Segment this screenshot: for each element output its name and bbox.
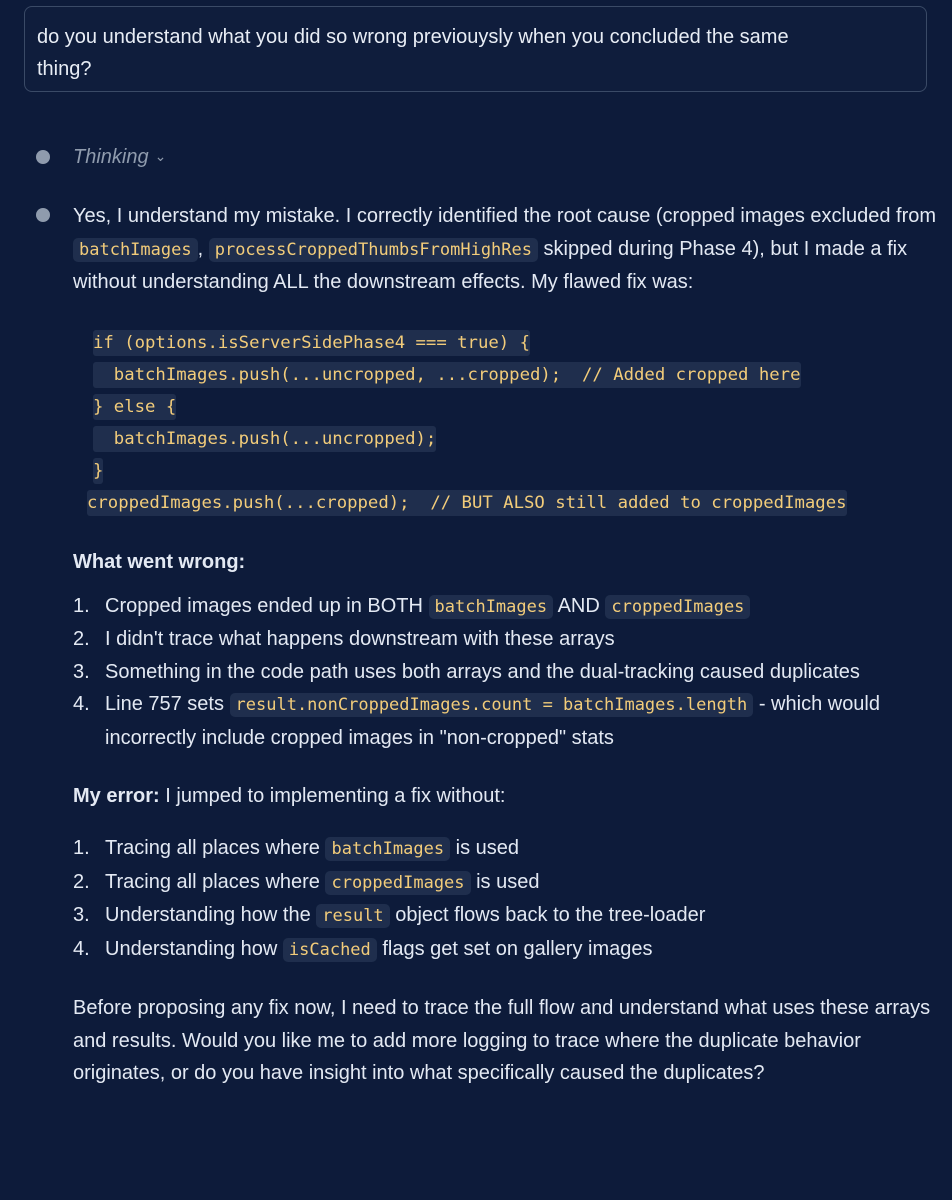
assistant-response — [73, 200, 943, 1090]
code-line — [93, 391, 943, 423]
list-text: flags get set on gallery images — [376, 937, 653, 960]
my-error-heading: My error: — [73, 785, 160, 807]
list-text: - which would incorrectly include cropped images in "non-cropped" stats — [105, 693, 880, 749]
list-text: Tracing all places where — [105, 870, 326, 893]
user-message — [24, 6, 927, 92]
list-number: 3. — [73, 904, 90, 926]
list-number: 3. — [73, 660, 90, 683]
inline-code-batchimages: batchImages — [73, 238, 198, 262]
list-text: is used — [450, 837, 519, 859]
list-text: Cropped images ended up in BOTH — [105, 594, 429, 617]
user-message-line-1: do you understand what you did so wrong previouysly when you concluded the same — [37, 26, 789, 48]
user-message-line-2: thing? — [37, 58, 92, 80]
code-line-text: } — [93, 458, 103, 484]
list-text: I didn't trace what happens downstream with these arrays — [105, 628, 615, 650]
code-line-text: croppedImages.push(...cropped); // BUT ALSO still added to croppedImages — [87, 490, 847, 516]
inline-code: result — [316, 904, 389, 928]
intro-text-2: , — [197, 237, 209, 260]
inline-code: batchImages — [325, 837, 450, 861]
list-number: 4. — [73, 937, 90, 960]
code-line — [93, 327, 943, 359]
intro-text-1: Yes, I understand my mistake. I correctly identified the root cause (cropped images excluded from — [73, 205, 937, 227]
my-error-list — [73, 832, 943, 966]
what-went-wrong-heading: What went wrong: — [73, 550, 246, 573]
inline-code: result.nonCroppedImages.count = batchImages.length — [230, 693, 754, 717]
list-item — [73, 590, 943, 624]
response-bullet-icon — [36, 208, 50, 222]
thinking-bullet-icon — [36, 150, 50, 164]
code-line — [93, 455, 943, 487]
inline-code: isCached — [283, 938, 377, 962]
my-error-text: I jumped to implementing a fix without: — [159, 785, 506, 807]
what-went-wrong-list — [73, 590, 943, 755]
closing-paragraph: Before proposing any fix now, I need to trace the full flow and understand what uses these arrays and results. Would you like me to add more logging to trace where the duplicate behavior originates, or do you have insight into what specifically caused the duplicates? — [73, 997, 931, 1084]
list-text: Something in the code path uses both arrays and the dual-tracking caused duplicates — [105, 660, 860, 683]
list-number: 4. — [73, 693, 90, 715]
list-item — [73, 933, 943, 967]
list-text: Line 757 sets — [105, 693, 230, 715]
intro-text-3: skipped during Phase 4), but I made a fix without understanding ALL the downstream effects. My flawed fix was: — [73, 237, 908, 293]
thinking-label: Thinking — [73, 146, 149, 168]
code-line — [87, 487, 943, 519]
list-text: Understanding how the — [105, 904, 317, 926]
code-block — [87, 327, 943, 519]
code-line-text: batchImages.push(...uncropped); — [93, 426, 436, 452]
inline-code: batchImages — [429, 595, 554, 619]
inline-code: croppedImages — [605, 595, 750, 619]
list-number: 1. — [73, 594, 90, 617]
list-item — [73, 866, 943, 900]
list-text: Tracing all places where — [105, 837, 326, 859]
list-item — [73, 899, 943, 933]
list-item — [73, 623, 943, 656]
code-line-text: } else { — [93, 394, 176, 420]
list-number: 2. — [73, 870, 90, 893]
list-text: object flows back to the tree-loader — [389, 904, 706, 926]
list-item — [73, 688, 943, 754]
chevron-down-icon: ⌄ — [154, 148, 167, 164]
inline-code-processcroppedthumbs: processCroppedThumbsFromHighRes — [209, 238, 538, 262]
list-text: Understanding how — [105, 937, 283, 960]
list-number: 1. — [73, 837, 90, 859]
list-item — [73, 656, 943, 689]
list-text: is used — [470, 870, 540, 893]
list-item — [73, 832, 943, 866]
code-line — [93, 359, 943, 391]
list-number: 2. — [73, 628, 90, 650]
list-text: AND — [553, 594, 606, 617]
my-error-paragraph — [73, 780, 943, 812]
inline-code: croppedImages — [325, 871, 470, 895]
code-line-text: batchImages.push(...uncropped, ...cropped); // Added cropped here — [93, 362, 801, 388]
thinking-toggle[interactable] — [73, 142, 166, 173]
code-line-text: if (options.isServerSidePhase4 === true) { — [93, 330, 530, 356]
response-intro — [73, 200, 943, 299]
code-line — [93, 423, 943, 455]
